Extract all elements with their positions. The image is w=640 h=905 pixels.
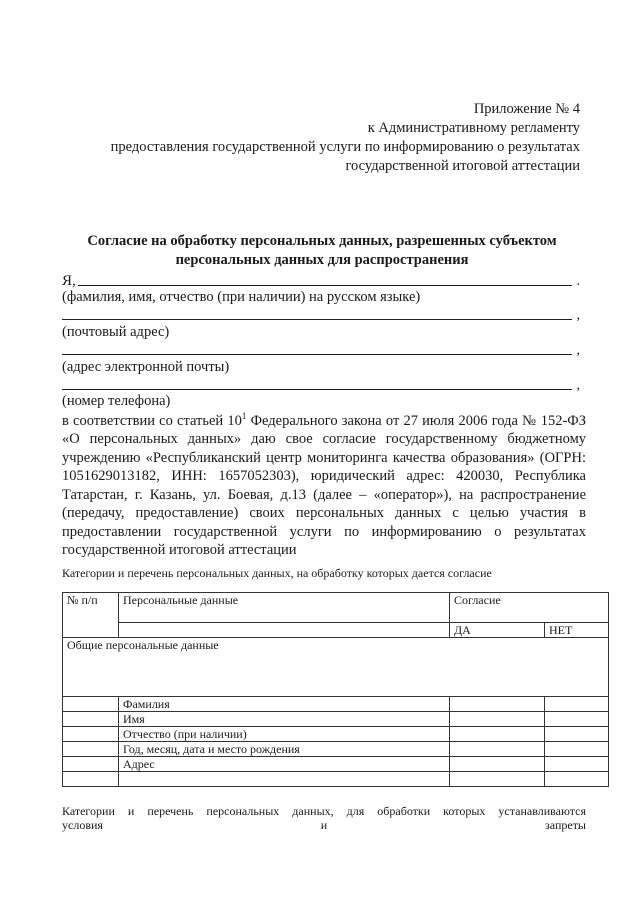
phone-caption: (номер телефона) <box>62 393 171 409</box>
row-number-cell <box>63 712 119 727</box>
header-personal-data: Персональные данные <box>119 593 450 623</box>
row-yes-cell <box>450 697 545 712</box>
table-row <box>63 772 609 787</box>
table-row <box>63 697 609 712</box>
title-line-1: Согласие на обработку персональных данных, разрешенных субъектом <box>87 233 557 249</box>
table-subheader-row <box>63 623 609 638</box>
document-title <box>62 232 582 270</box>
row-yes-cell <box>450 772 545 787</box>
phone-fill-line <box>62 374 580 393</box>
row-label: Адрес <box>119 757 450 772</box>
table-row <box>63 727 609 742</box>
word-prohibitions: запреты <box>545 818 586 832</box>
categories-title: Категории и перечень персональных данных, на обработку которых дается согласие <box>62 566 492 580</box>
restrictions-heading <box>62 804 586 832</box>
email-caption: (адрес электронной почты) <box>62 359 230 375</box>
appendix-attestation: государственной итоговой аттестации <box>345 158 580 174</box>
word-and: и <box>320 818 328 832</box>
table-row <box>63 712 609 727</box>
postal-underline <box>62 319 572 320</box>
row-number-cell <box>63 772 119 787</box>
row-no-cell <box>545 742 609 757</box>
row-yes-cell <box>450 712 545 727</box>
row-yes-cell <box>450 727 545 742</box>
row-label: Год, месяц, дата и место рождения <box>119 742 450 757</box>
fio-fill-line <box>62 270 580 289</box>
phone-comma: , <box>576 378 580 393</box>
row-yes-cell <box>450 742 545 757</box>
email-fill-line <box>62 339 580 358</box>
row-no-cell <box>545 712 609 727</box>
header-number: № п/п <box>63 593 119 638</box>
consent-paragraph <box>62 407 586 560</box>
word-conditions: условия <box>62 818 103 832</box>
restrictions-line-2 <box>62 818 586 832</box>
fio-underline <box>78 285 572 286</box>
ya-label: Я, <box>62 273 76 289</box>
row-number-cell <box>63 742 119 757</box>
restrictions-line-1: Категории и перечень персональных данных, для обработки которых устанавливаются <box>62 804 586 818</box>
appendix-header <box>60 100 580 176</box>
row-no-cell <box>545 727 609 742</box>
row-number-cell <box>63 757 119 772</box>
appendix-ref: к Административному регламенту <box>367 120 580 136</box>
row-no-cell <box>545 697 609 712</box>
table-category-row <box>63 638 609 697</box>
row-label <box>119 772 450 787</box>
article-superscript: 1 <box>241 411 247 421</box>
header-yes: ДА <box>450 623 545 638</box>
fio-end-mark: . <box>576 274 580 289</box>
subheader-empty <box>119 623 450 638</box>
email-underline <box>62 354 572 355</box>
phone-underline <box>62 389 572 390</box>
row-number-cell <box>63 697 119 712</box>
row-yes-cell <box>450 757 545 772</box>
row-label: Фамилия <box>119 697 450 712</box>
appendix-number: Приложение № 4 <box>473 101 580 117</box>
fio-caption: (фамилия, имя, отчество (при наличии) на русском языке) <box>62 289 421 305</box>
table-row <box>63 742 609 757</box>
consent-text-body: Федерального закона от 27 июля 2006 года № 152-ФЗ «О персональных данных» даю свое согласие государственному бюджетному учреждению «Республиканский центр мониторинга качества образования» (ОГРН: 1051629013182, ИНН: 1657052303), юридический адрес: 420030, Республика Татарстан, г. Казань, ул. Боевая, д.13 (далее – «оператор»), на распространение (передачу, предоставление) своих персональных данных с целью участия в предоставлении государственной услуги по информированию о результатах государственной итоговой аттестации <box>62 412 586 559</box>
consent-text-start: в соответствии со статьей 10 <box>62 412 242 429</box>
header-consent: Согласие <box>450 593 609 623</box>
header-no: НЕТ <box>545 623 609 638</box>
row-label: Имя <box>119 712 450 727</box>
table-row <box>63 757 609 772</box>
personal-data-table <box>62 592 609 787</box>
table-header-row <box>63 593 609 623</box>
postal-comma: , <box>576 308 580 323</box>
title-line-2: персональных данных для распространения <box>175 252 469 268</box>
row-number-cell <box>63 727 119 742</box>
postal-fill-line <box>62 304 580 323</box>
row-no-cell <box>545 757 609 772</box>
appendix-service: предоставления государственной услуги по информированию о результатах <box>110 139 580 155</box>
row-label: Отчество (при наличии) <box>119 727 450 742</box>
row-no-cell <box>545 772 609 787</box>
category-general: Общие персональные данные <box>63 638 609 697</box>
postal-caption: (почтовый адрес) <box>62 324 170 340</box>
email-comma: , <box>576 343 580 358</box>
